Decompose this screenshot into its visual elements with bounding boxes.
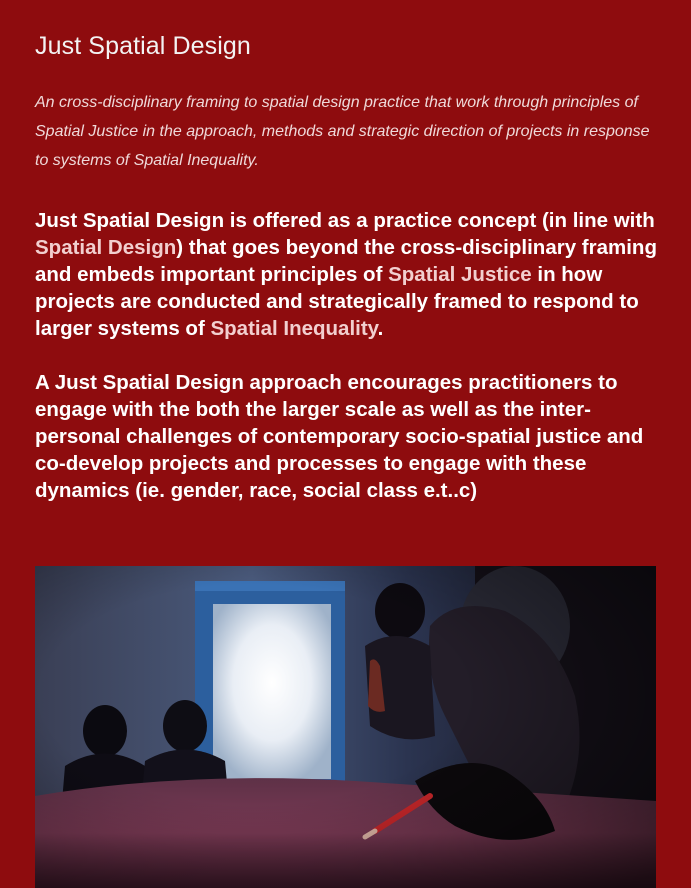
intro-text-1: Just Spatial Design is offered as a practice concept (in line with bbox=[35, 209, 655, 232]
page-subtitle: An cross-disciplinary framing to spatial design practice that work through principles of Spatial Justice in the approach, methods and strategic direction of projects in response to systems of Spatial Inequality. bbox=[35, 94, 650, 169]
page-title: Just Spatial Design bbox=[35, 32, 251, 60]
spatial-design-link[interactable]: Spatial Design bbox=[35, 236, 177, 259]
workshop-photo bbox=[35, 566, 656, 888]
intro-paragraph bbox=[35, 207, 660, 342]
main-content bbox=[35, 0, 665, 504]
spatial-inequality-link[interactable]: Spatial Inequality bbox=[210, 317, 378, 340]
spatial-justice-link[interactable]: Spatial Justice bbox=[388, 263, 532, 286]
approach-paragraph: A Just Spatial Design approach encourages practitioners to engage with the both the larger scale as well as the inter-personal challenges of contemporary socio-spatial justice and co-develop projects and processes to engage with these dynamics (ie. gender, race, social class e.t..c) bbox=[35, 371, 644, 502]
intro-text-3: in how projects are conducted and strategically framed to respond to larger systems of bbox=[35, 263, 639, 340]
intro-text-2: ) that goes beyond the cross-disciplinary framing and embeds important principles of bbox=[35, 236, 657, 286]
intro-text-4: . bbox=[377, 317, 384, 340]
